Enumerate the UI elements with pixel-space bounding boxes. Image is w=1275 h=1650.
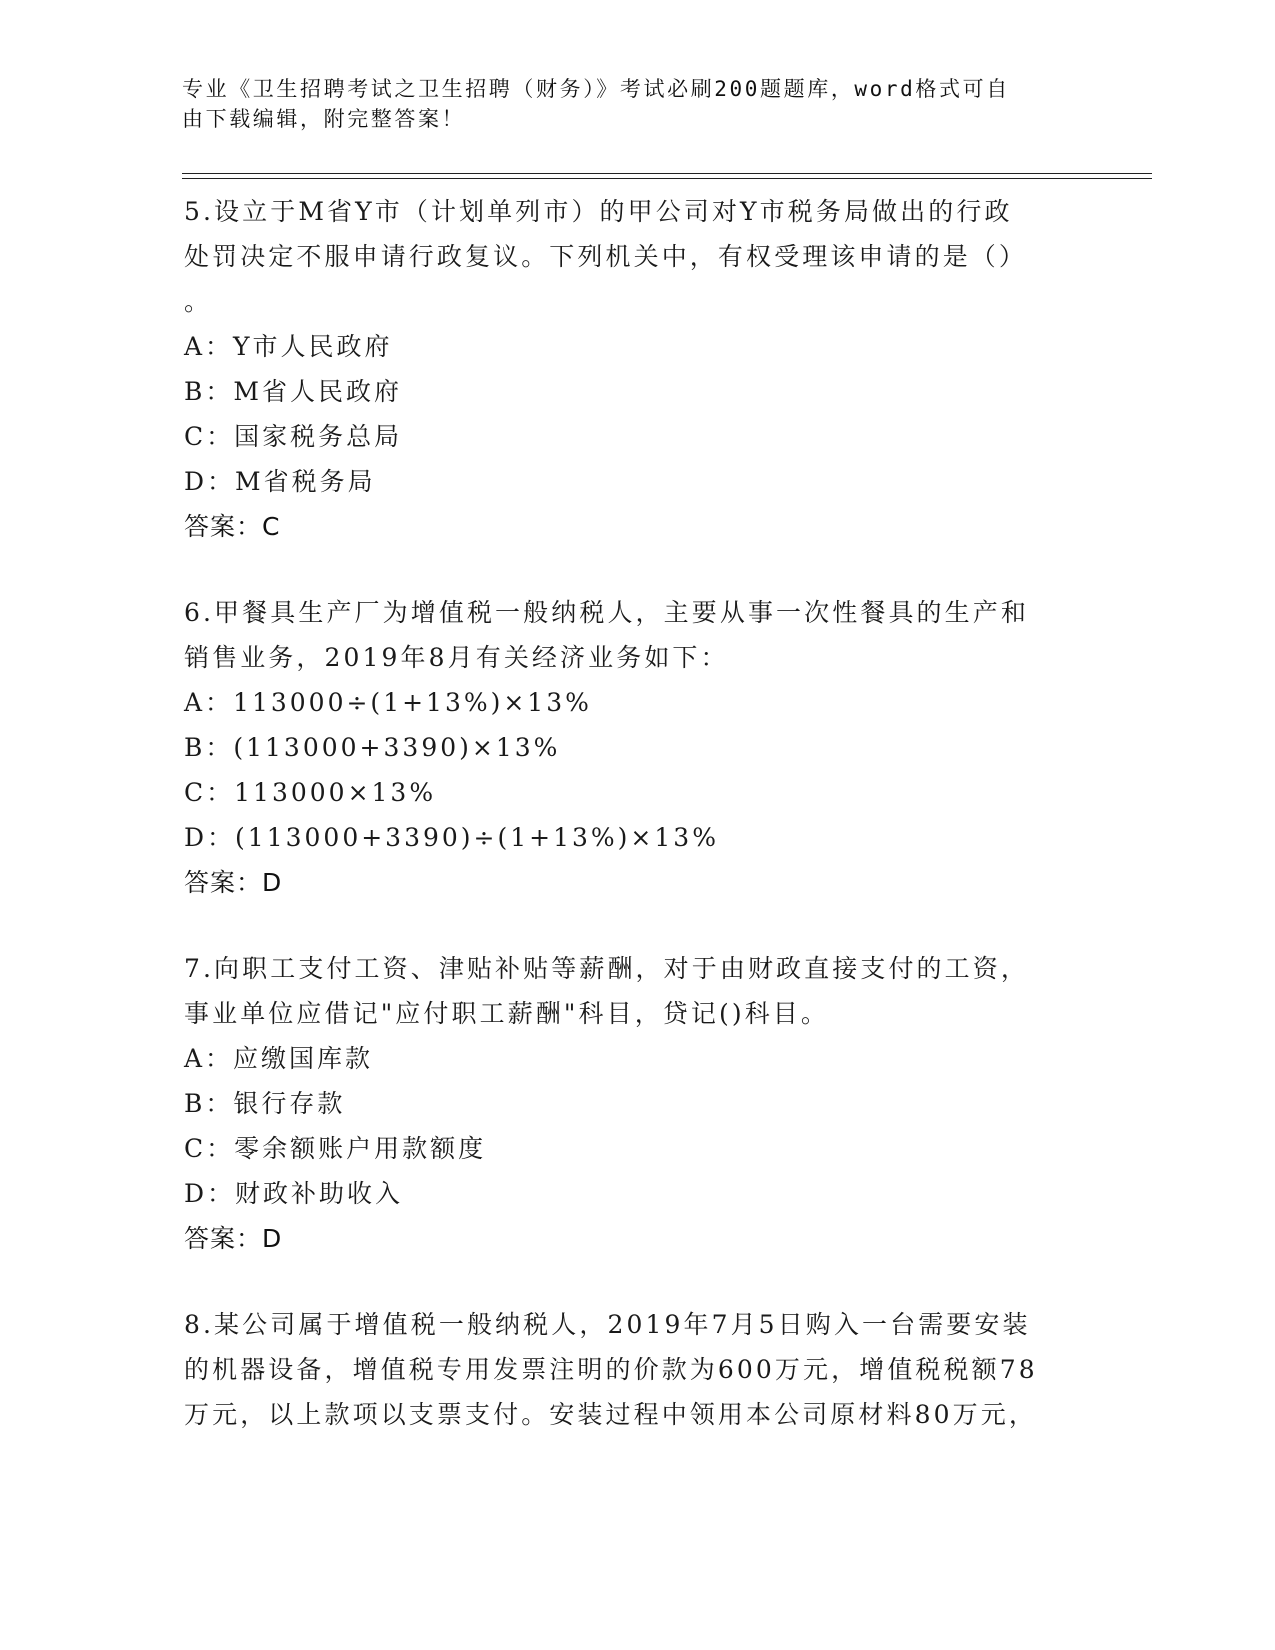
header-line-2: 由下载编辑，附完整答案！ <box>182 107 466 131</box>
question-text-line: 6.甲餐具生产厂为增值税一般纳税人，主要从事一次性餐具的生产和 <box>184 598 1029 627</box>
document-header <box>182 74 1062 134</box>
question-text-line: 。 <box>184 287 213 316</box>
question-text-line: 销售业务，2019年8月有关经济业务如下： <box>184 643 729 672</box>
question-text-line: 万元，以上款项以支票支付。安装过程中领用本公司原材料80万元， <box>184 1400 1037 1429</box>
option-c: C：113000×13% <box>184 778 437 807</box>
question-text-line: 的机器设备，增值税专用发票注明的价款为600万元，增值税税额78 <box>184 1355 1038 1384</box>
header-rule-bottom <box>182 178 1152 179</box>
question-5 <box>184 189 1084 549</box>
question-text-line: 5.设立于M省Y市（计划单列市）的甲公司对Y市税务局做出的行政 <box>184 197 1013 226</box>
option-a: A：Y市人民政府 <box>184 332 393 361</box>
answer-line: 答案：D <box>184 868 283 897</box>
option-d: D：财政补助收入 <box>184 1179 404 1208</box>
question-text-line: 7.向职工支付工资、津贴补贴等薪酬，对于由财政直接支付的工资， <box>184 954 1029 983</box>
question-list <box>184 189 1084 1437</box>
question-text-line: 事业单位应借记"应付职工薪酬"科目，贷记()科目。 <box>184 999 830 1028</box>
question-8 <box>184 1302 1084 1437</box>
option-b: B：(113000+3390)×13% <box>184 733 561 762</box>
option-c: C：国家税务总局 <box>184 422 403 451</box>
question-6 <box>184 590 1084 905</box>
header-line-1: 专业《卫生招聘考试之卫生招聘（财务）》考试必刷200题题库，word格式可自 <box>182 77 1010 101</box>
answer-line: 答案：D <box>184 1224 283 1253</box>
answer-line: 答案：C <box>184 512 281 541</box>
option-a: A：应缴国库款 <box>184 1044 374 1073</box>
option-d: D：(113000+3390)÷(1+13%)×13% <box>184 823 719 852</box>
option-b: B：M省人民政府 <box>184 377 402 406</box>
header-rule-top <box>182 173 1152 174</box>
question-7 <box>184 946 1084 1261</box>
option-a: A：113000÷(1+13%)×13% <box>184 688 592 717</box>
option-b: B：银行存款 <box>184 1089 346 1118</box>
option-d: D：M省税务局 <box>184 467 376 496</box>
question-text-line: 8.某公司属于增值税一般纳税人，2019年7月5日购入一台需要安装 <box>184 1310 1031 1339</box>
option-c: C：零余额账户用款额度 <box>184 1134 487 1163</box>
question-text-line: 处罚决定不服申请行政复议。下列机关中，有权受理该申请的是（） <box>184 242 1028 271</box>
